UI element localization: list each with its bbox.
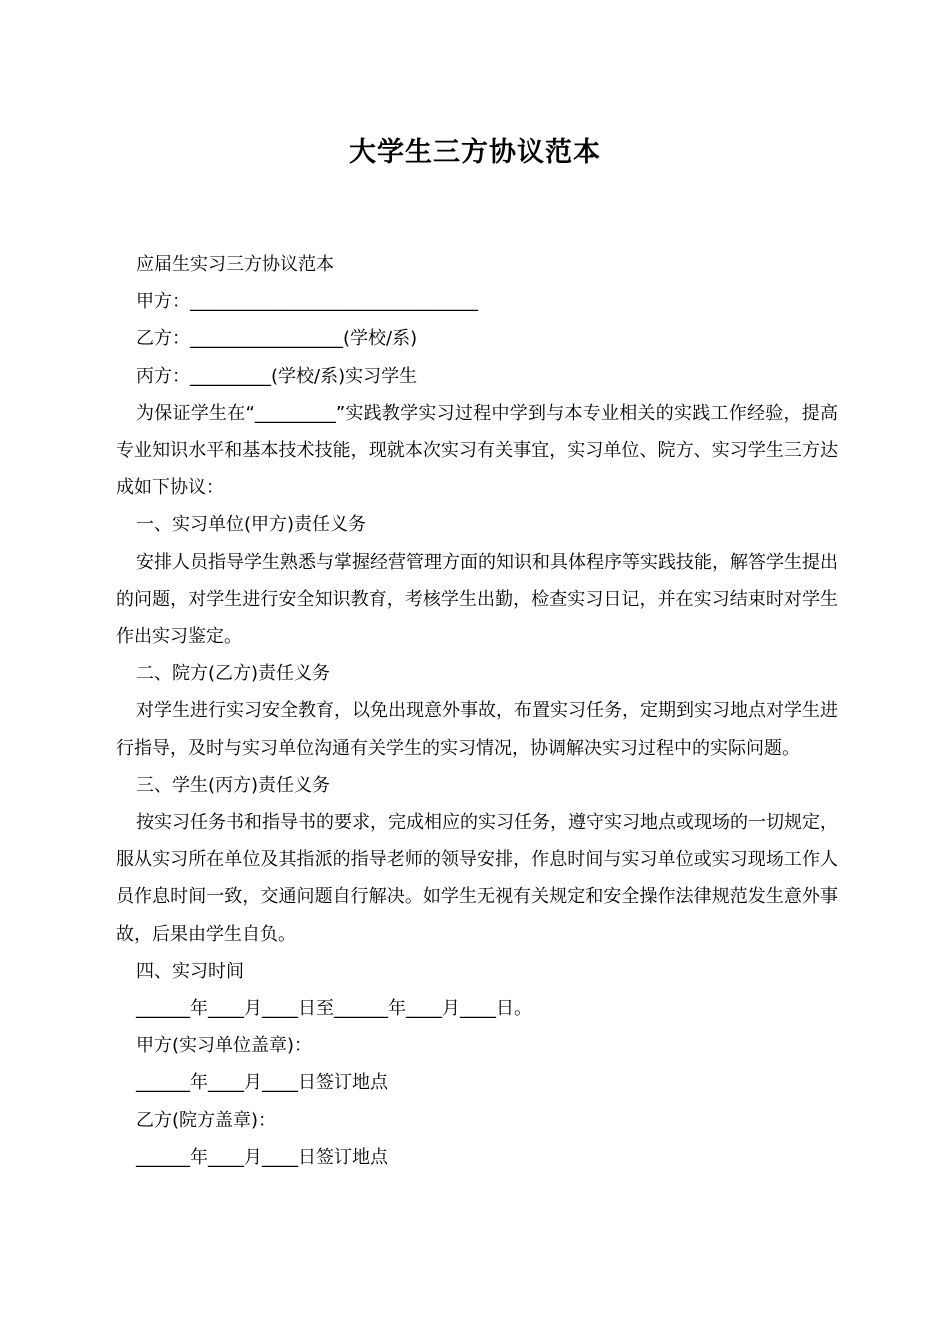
section-1-text: 安排人员指导学生熟悉与掌握经营管理方面的知识和具体程序等实践技能，解答学生提出的问题，对学生进行安全知识教育，考核学生出勤，检查实习日记，并在实习结束时对学生作出实习鉴定。 [116, 551, 838, 647]
party-b-line: 乙方：_________________(学校/系) [136, 328, 418, 350]
intro-paragraph: 为保证学生在“_________”实践教学实习过程中学到与本专业相关的实践工作经验，提高专业知识水平和基本技术技能，现就本次实习有关事宜，实习单位、院方、实习学生三方达成如下协议： [116, 402, 838, 499]
internship-period-line: ______年____月____日至______年____月____日。 [136, 997, 532, 1019]
page-title: 大学生三方协议范本 [349, 137, 601, 168]
section-2-heading: 二、院方(乙方)责任义务 [136, 663, 331, 685]
party-b-seal-label: 乙方(院方盖章)： [136, 1109, 277, 1131]
document-body [116, 246, 838, 1176]
section-4-heading: 四、实习时间 [136, 960, 244, 982]
section-3-text: 按实习任务书和指导书的要求，完成相应的实习任务，遵守实习地点或现场的一切规定，服从实习所在单位及其指派的指导老师的领导安排，作息时间与实习单位或实习现场工作人员作息时间一致，交通问题自行解决。如学生无视有关规定和安全操作法律规范发生意外事故，后果由学生自负。 [116, 811, 838, 945]
party-b-sign-date: ______年____月____日签订地点 [136, 1146, 388, 1168]
party-a-seal-label: 甲方(实习单位盖章)： [136, 1035, 313, 1057]
section-2-text: 对学生进行实习安全教育，以免出现意外事故，布置实习任务，定期到实习地点对学生进行指导，及时与实习单位沟通有关学生的实习情况，协调解决实习过程中的实际问题。 [116, 700, 838, 759]
section-3-heading: 三、学生(丙方)责任义务 [136, 774, 331, 796]
party-c-line: 丙方：_________(学校/系)实习学生 [136, 365, 418, 387]
subtitle-line: 应届生实习三方协议范本 [136, 254, 334, 275]
party-a-sign-date: ______年____月____日签订地点 [136, 1072, 388, 1094]
section-1-heading: 一、实习单位(甲方)责任义务 [136, 514, 367, 536]
party-a-line: 甲方：________________________________ [136, 291, 478, 313]
